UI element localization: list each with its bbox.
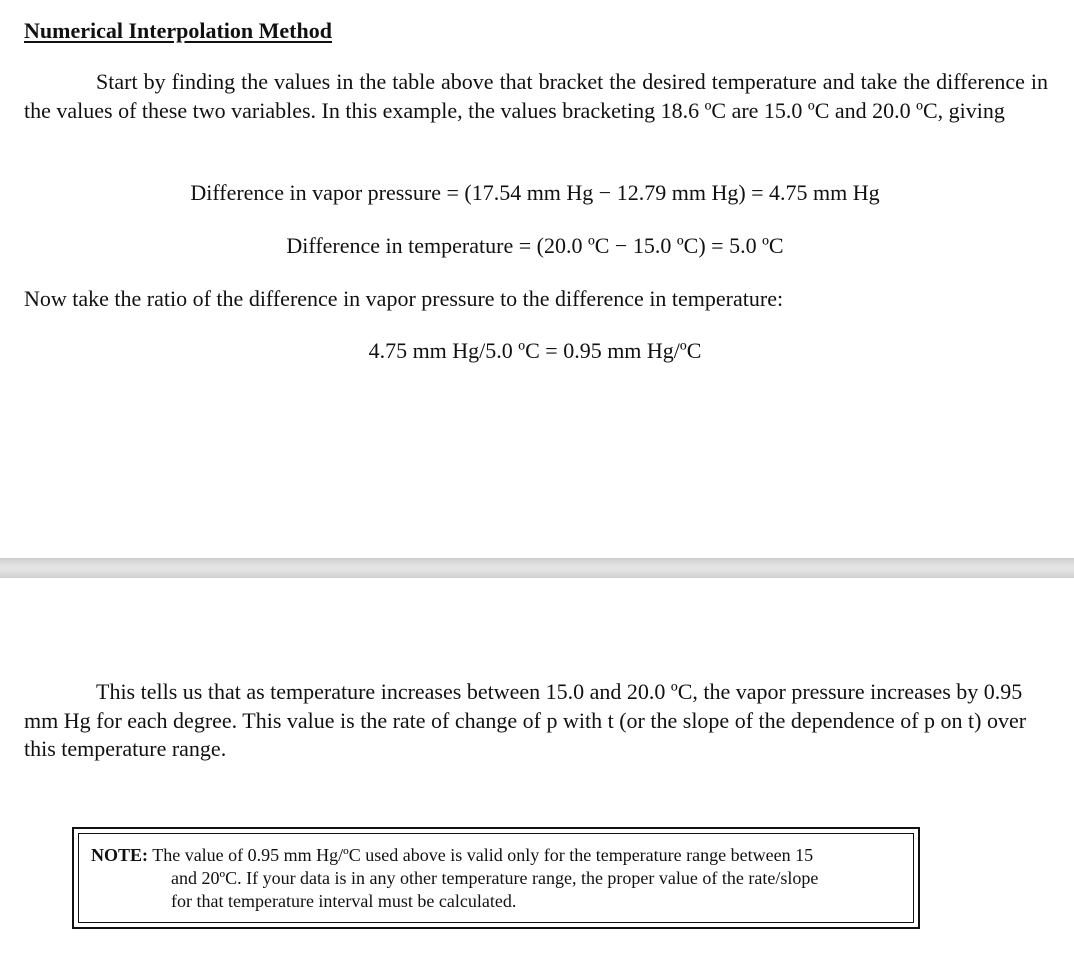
note-box-inner bbox=[78, 833, 914, 923]
temperature-difference-equation: Difference in temperature = (20.0 ºC − 15.0 ºC) = 5.0 ºC bbox=[286, 233, 784, 258]
note-line-1-text: The value of 0.95 mm Hg/ºC used above is valid only for the temperature range between 15 bbox=[152, 845, 814, 865]
note-box bbox=[72, 827, 920, 929]
page-break-divider bbox=[0, 558, 1074, 578]
intro-paragraph-text: Start by finding the values in the table above that bracket the desired temperature and take the difference in the values of these two variables. In this example, the values bracketing 18.6 ºC are 15.0 ºC and 20.0 ºC, giving bbox=[24, 69, 1048, 123]
note-label: NOTE: bbox=[91, 845, 149, 865]
note-line-2: and 20ºC. If your data is in any other temperature range, the proper value of the rate/slope bbox=[171, 868, 819, 888]
intro-paragraph bbox=[24, 68, 1048, 125]
ratio-instruction: Now take the ratio of the difference in vapor pressure to the difference in temperature: bbox=[24, 286, 784, 311]
ratio-equation: 4.75 mm Hg/5.0 ºC = 0.95 mm Hg/ºC bbox=[368, 338, 702, 363]
note-line-1 bbox=[91, 844, 901, 867]
explanation-paragraph-text: This tells us that as temperature increases between 15.0 and 20.0 ºC, the vapor pressure increases by 0.95 mm Hg for each degree. This value is the rate of change of p with t (or the slope of the dependence of p on t) over this temperature range. bbox=[24, 679, 1027, 761]
vapor-pressure-difference-equation: Difference in vapor pressure = (17.54 mm Hg − 12.79 mm Hg) = 4.75 mm Hg bbox=[190, 180, 880, 205]
explanation-paragraph bbox=[24, 678, 1034, 764]
section-heading: Numerical Interpolation Method bbox=[24, 18, 332, 43]
note-line-3: for that temperature interval must be calculated. bbox=[171, 891, 517, 911]
